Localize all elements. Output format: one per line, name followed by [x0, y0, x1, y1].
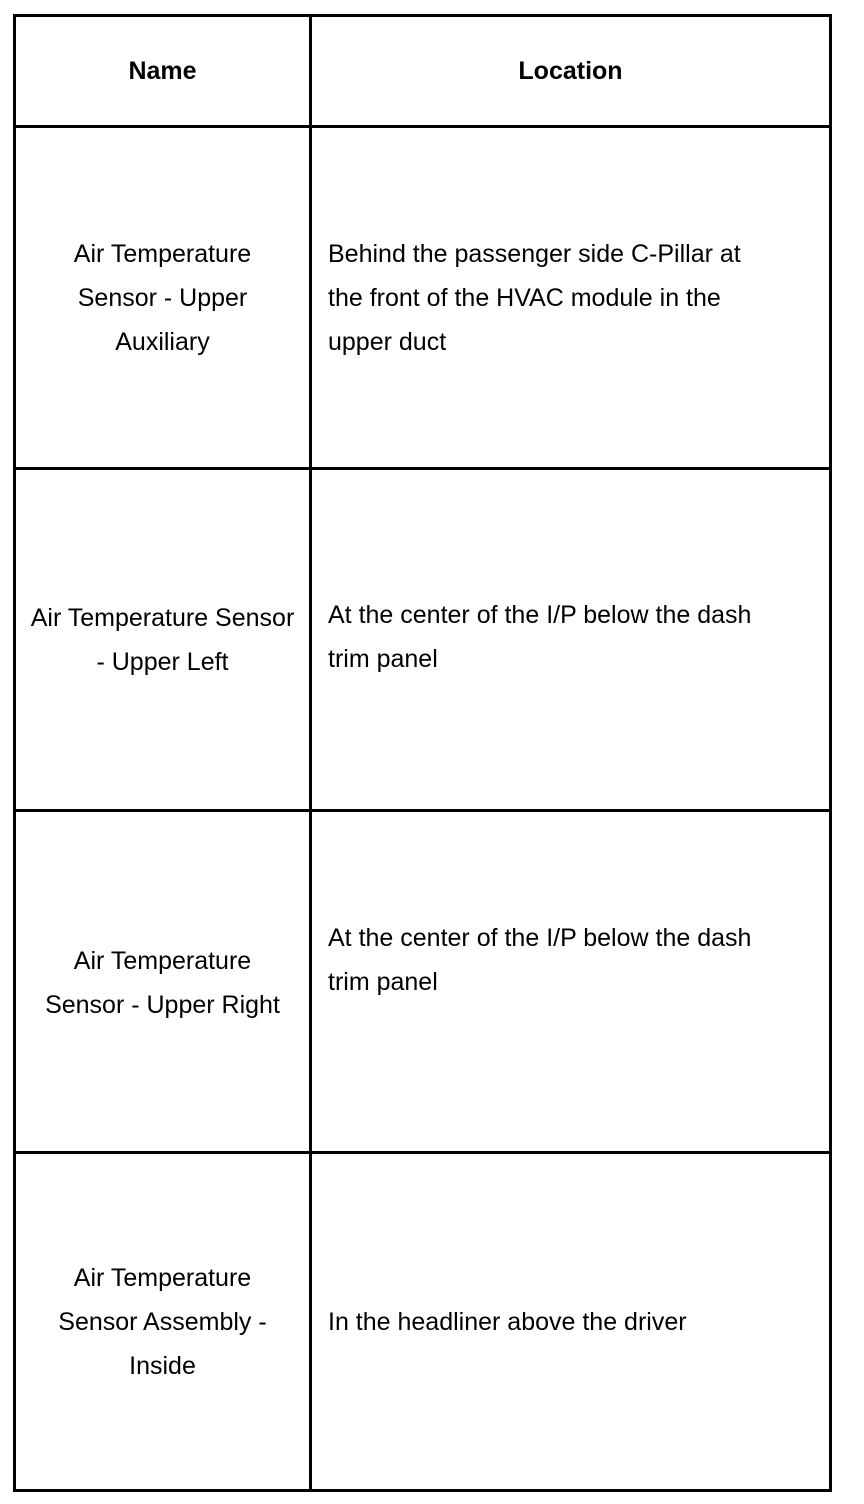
- sensor-name: Air Temperature Sensor - Upper Right: [45, 946, 280, 1019]
- name-cell: [16, 128, 312, 467]
- sensor-name: Air Temperature Sensor Assembly - Inside: [58, 1263, 267, 1380]
- sensor-location-table: [13, 14, 832, 1492]
- table-row: [16, 467, 829, 809]
- header-name-label: Name: [128, 56, 197, 85]
- location-cell: [312, 1154, 829, 1489]
- header-name-cell: [16, 17, 312, 125]
- table-row: [16, 809, 829, 1151]
- header-location-label: Location: [518, 56, 623, 85]
- sensor-name: Air Temperature Sensor - Upper Left: [30, 603, 295, 676]
- sensor-location: At the center of the I/P below the dash trim panel: [328, 600, 752, 673]
- table-row: [16, 125, 829, 467]
- name-cell: [16, 1154, 312, 1489]
- location-cell: [312, 470, 829, 809]
- location-cell: [312, 812, 829, 1151]
- sensor-location: In the headliner above the driver: [328, 1307, 687, 1336]
- table-row: [16, 1151, 829, 1489]
- name-cell: [16, 470, 312, 809]
- sensor-location: Behind the passenger side C-Pillar at the front of the HVAC module in the upper duct: [328, 239, 741, 356]
- location-cell: [312, 128, 829, 467]
- name-cell: [16, 812, 312, 1151]
- table-header-row: [16, 17, 829, 125]
- sensor-location: At the center of the I/P below the dash trim panel: [328, 923, 752, 996]
- header-location-cell: [312, 17, 829, 125]
- sensor-name: Air Temperature Sensor - Upper Auxiliary: [73, 239, 252, 356]
